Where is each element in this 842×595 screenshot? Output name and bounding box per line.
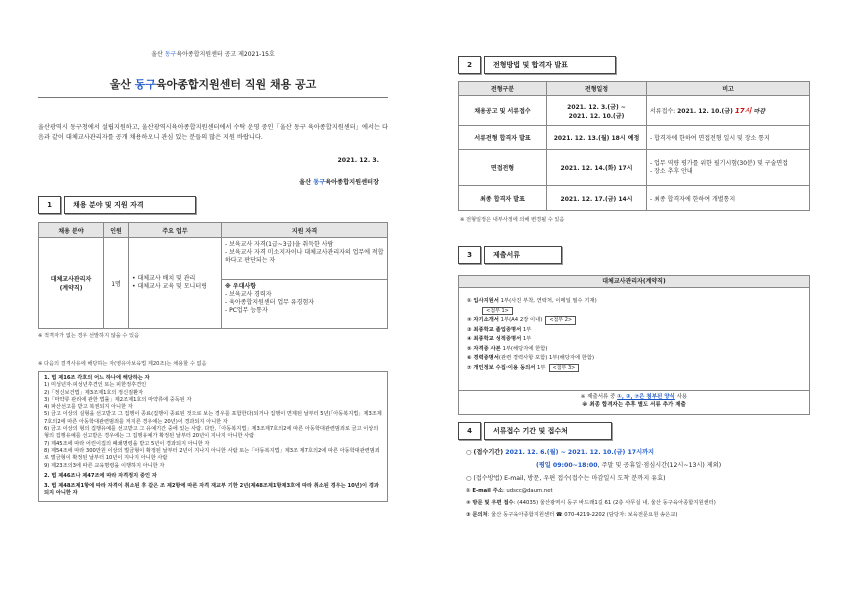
section-number: 2: [458, 56, 481, 74]
qualifications-cell: - 보육교사 자격(1급~3급)을 취득한 사람 - 보육교사 자격 미소지자이나 대체교사관리자의 업무에 적합하다고 판단되는 자 ※ 우대사항 - 보육교사 경력자 - 육아종합지원센터 업무 유경험자 - PC업무 능통자: [222, 238, 388, 329]
section2-heading: [458, 56, 616, 74]
notice-number: 울산 동구육아종합지원센터 공고 제2021-15호: [151, 51, 275, 58]
section4-heading: [458, 422, 612, 440]
stage-cell: 최종 합격자 발표: [459, 186, 547, 211]
attachment-tag: <첨부 2>: [545, 316, 576, 325]
disqualification-note: ※ 다음의 결격사유에 해당하는 자(영유아보육법 제20조)는 채용할 수 없음: [38, 361, 207, 367]
section2-note: ※ 전형일정은 내부사정에 의해 변경될 수 있음: [460, 217, 565, 223]
schedule-table: [458, 81, 810, 211]
stage-cell: 채용공고 및 서류접수: [459, 96, 547, 126]
section3-heading: [458, 246, 562, 264]
documents-box: [458, 275, 810, 415]
note-cell: - 합격자에 한하여 면접전형 일시 및 장소 통지: [647, 126, 810, 150]
section-title: 제출서류: [484, 246, 562, 264]
section1-heading: [38, 196, 196, 214]
section-title: 채용 분야 및 지원 자격: [64, 196, 196, 214]
note-cell: - 업무 역량 평가를 위한 필기시험(30분) 및 구술면접 - 장소 추후 안내: [647, 150, 810, 186]
schedule-cell: 2021. 12. 13.(월) 18시 예정: [547, 126, 647, 150]
page-title: 울산 동구육아종합지원센터 직원 채용 공고: [109, 78, 317, 91]
count-cell: 1명: [104, 238, 129, 329]
submission-info: ○ (접수기간) 2021. 12. 6.(월) ~ 2021. 12. 10.(금) 17시까지 (평일 09:00~18:00, 주말 및 공휴일·점심시간(12시~13시) 제외) ○ (접수방법) E-mail, 방문, 우편 접수(접수는 마감일시 도착 분까지 유효) ① E-mail 주소: udscc@daum.net ② 방문 및 우편 접수: (44035) 울산광역시 동구 바드래1길 61 (2층 사무실 내, 울산 동구육아종합지원센터) ③ 문의처: 울산 동구육아종합지원센터 ☎ 070-4219-2202 (담당자: 보육전문요원 송은교): [466, 449, 722, 518]
col-header: 지원 자격: [222, 223, 388, 238]
schedule-cell: 2021. 12. 17.(금) 14시: [547, 186, 647, 211]
signature: 울산 동구육아종합지원센터장: [299, 179, 379, 186]
duties-cell: • 대체교사 배치 및 관리 • 대체교사 교육 및 모니터링: [129, 238, 222, 329]
section-number: 1: [38, 196, 61, 214]
section-number: 3: [458, 246, 481, 264]
documents-footnote: ※ 제출서류 중 ①, ②, ⑦은 첨부된 양식 사용 ※ 최종 합격자는 추후 별도 서류 추가 제출: [459, 390, 809, 409]
documents-list: ① 입사지원서 1부(사진 부착, 연락처, 이메일 필수 기재) <첨부 1> ② 자기소개서 1부(A4 2장 이내) <첨부 2> ③ 최종학교 졸업증명서 1부 ④ 최종학교 성적증명서 1부 ⑤ 자격증 사본 1부(해당자에 한함) ⑥ 경력증명서(관련 경력사항 포함) 1부(해당자에 한함) ⑦ 개인정보 수집·이용 동의서 1부 <첨부 3>: [467, 298, 597, 371]
note-cell: 서류접수: 2021. 12. 10.(금) 17시 마감: [647, 96, 810, 126]
disqualification-box: 1. 법 제16조 각호의 어느 하나에 해당하는 자 1) 미성년자·피성년후견인 또는 피한정후견인 2)「정신보건법」제3조제1호의 정신질환자 3)「마약류 관리에 관한 법률」제2조제1호의 마약류에 중독된 자 4) 파산선고를 받고 복권되지 아니한 자 5) 금고 이상의 실형을 선고받고 그 집행이 종료(집행이 종료된 것으로 보는 경우를 포함한다)되거나 집행이 면제된 날부터 5년(「아동복지법」제3조제7호의2에 따른 아동학대관련범죄를 저지른 경우에는 20년)이 경과되지 아니한 자 6) 금고 이상의 형의 집행유예를 선고받고 그 유예기간 중에 있는 사람. 다만,「아동복지법」제3조제7호의2에 따른 아동학대관련범죄로 금고 이상의 형의 집행유예를 선고받은 경우에는 그 집행유예가 확정된 날부터 20년이 지나지 아니한 사람 7) 제45조에 따라 어린이집의 폐쇄명령을 받고 5년이 경과되지 아니한 자 8) 제54조에 따라 300만원 이상의 벌금형이 확정된 날부터 2년이 지나지 아니한 사람 또는「아동복지법」제3조 제7호의2에 따른 아동학대관련범죄로 벌금형이 확정된 날부터 10년이 지나지 아니한 사람 9) 제23조의3에 따른 교육명령을 이행하지 아니한 자 2. 법 제46조나 제47조에 따라 자격정지 중인 자 3. 법 제48조제1항에 따라 자격이 취소된 후 같은 조 제2항에 따른 자격 재교부 기한 2년(제48조제1항제3호에 따라 취소된 경우는 10년)이 경과되지 아니한 자: [38, 371, 388, 502]
col-header: 주요 업무: [129, 223, 222, 238]
col-header: 전형일정: [547, 82, 647, 96]
section-title: 전형방법 및 합격자 발표: [484, 56, 616, 74]
intro-text: 울산광역시 동구청에서 설립지원하고, 울산광역시육아종합지원센터에서 수탁 운영 중인「울산 동구 육아종합지원센터」에서는 다음과 같이 대체교사관리자를 공개 채용하오니 관심 있는 분들의 많은 지원 바랍니다.: [38, 124, 388, 141]
section1-note: ※ 적격자가 없는 경우 선발하지 않을 수 있음: [38, 333, 140, 339]
stage-cell: 서류전형 합격자 발표: [459, 126, 547, 150]
col-header: 전형구분: [459, 82, 547, 96]
attachment-tag: <첨부 1>: [482, 307, 513, 316]
schedule-cell: 2021. 12. 14.(화) 17시: [547, 150, 647, 186]
note-cell: - 최종 합격자에 한하여 개별통지: [647, 186, 810, 211]
title-divider: [38, 97, 388, 98]
documents-header: 대체교사관리자(계약직): [459, 276, 809, 288]
col-header: 채용 분야: [39, 223, 104, 238]
stage-cell: 면접전형: [459, 150, 547, 186]
col-header: 인원: [104, 223, 129, 238]
section-number: 4: [458, 422, 481, 440]
field-cell: 대체교사관리자 (계약직): [39, 238, 104, 329]
recruitment-table: [38, 222, 388, 329]
notice-date: 2021. 12. 3.: [337, 157, 379, 164]
attachment-tag: <첨부 3>: [549, 364, 580, 373]
schedule-cell: 2021. 12. 3.(금) ~ 2021. 12. 10.(금): [547, 96, 647, 126]
section-title: 서류접수 기간 및 접수처: [484, 422, 612, 440]
col-header: 비고: [647, 82, 810, 96]
